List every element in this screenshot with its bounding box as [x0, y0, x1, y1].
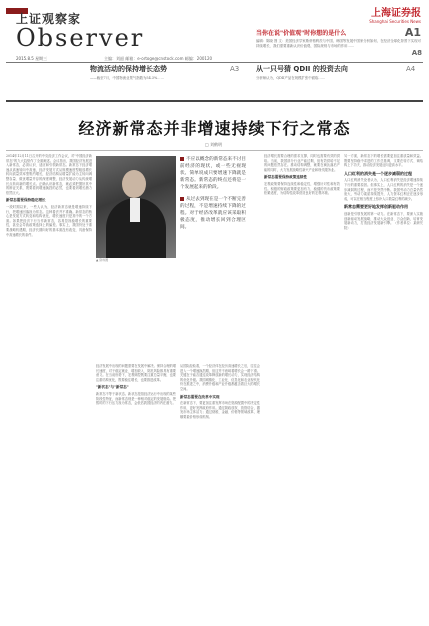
column-text: 宏观政策要保持连续性和稳定性，增强针对性和有效性。积极的财政政策要更加有力，稳健的货币政策要松紧适度，为结构性改革营造良好的宏观环境。: [264, 181, 340, 196]
column-subheading: 新常态需要在改革中实现: [180, 394, 220, 399]
divider: [6, 62, 423, 63]
article-column-3: [180, 364, 260, 620]
article-column-4: [264, 154, 340, 620]
top-teaser-body: 编辑：陈晓 图 文：美国经济学家斯蒂格利茨与中国、韩国等发展中国家分析如何、在经济全球化背景下实现可持续增长，我们需要重新认识价值观、国际规则与市场的作用……: [256, 39, 421, 48]
pull-quote-text: 不应以概念的新常态来不讨目前经济的现状，或一些无视现状、简单说成只要增速下降就是新常态。新常态的终点还将是一个发展起来的阶段。: [180, 157, 246, 190]
article-column-2: [96, 364, 176, 620]
photo-caption: ▲ 资料图: [96, 258, 109, 262]
pull-quote: [180, 156, 246, 191]
top-teaser-page: A8: [411, 49, 422, 57]
teaser-strip-page: A4: [406, 65, 416, 73]
teaser-strip-title: 物流活动的保持增长态势: [90, 65, 167, 73]
teaser-strip-2[interactable]: [256, 64, 422, 98]
section-title-cn: 上证观察家: [16, 12, 82, 26]
newspaper-logo: 上海证券报: [371, 8, 421, 19]
column-text: 另一方面，新常态下的增长需要更加注重质量和效益。既要坚持稳中求进的工作总基调，又要在转方式、调结构上下功夫，推动经济发展迈向更高水平。: [344, 154, 423, 168]
teaser-strip-body: 分析师认为，QDII产品在规模扩张中面临……: [256, 76, 326, 80]
pull-quotes: [176, 156, 246, 356]
column-text: 新常态不等于新状态。新状态是指经济运行中出现的某些阶段性特征，而新常态则是一种相对稳定的发展格局。把暂时的下行压力视为常态，会低估我国经济的内在潜力。: [96, 391, 176, 406]
column-text: 经济发展中出现的问题需要在发展中解决。保持合理的增长速度，对于稳定就业、增加收入、防范风险都具有重要意义。在当前形势下，宏观调控既要注重总量平衡，也要注重结构优化，既要稳住增长，也要推进改革。: [96, 364, 176, 382]
bullet-icon: [180, 197, 184, 201]
column-subheading: 新常态需要更好地发挥创新驱动作用: [344, 204, 408, 210]
column-text: 人口红利消失论者认为，人口红利消失是经济增速持续下行的重要原因。但事实上，人口红利的消失是一个逐步减弱的过程，而不是突然中断。我国劳动力总量仍然庞大，劳动力素质持续提升，人力资本红利正在逐步形成，可以在相当程度上弥补人口数量红利的减少。: [344, 178, 423, 201]
divider: [6, 150, 423, 151]
teaser-strip-1[interactable]: [90, 64, 245, 98]
column-subheading: 新常态需要保持稳定增长: [6, 198, 46, 203]
section-title-en: Observer: [16, 24, 145, 52]
column-text: 从国际经验看，一个经济体在经历高速增长之后，往往会进入一个增速换挡期，但这并不意味着增长会一路下滑。关键在于能否通过改革释放新的增长动力，实现经济结构的优化升级。我国城镇化、工业化、信息化和农业现代化仍在推进之中，消费升级和产业升级都蕴含着巨大的增长空间。: [180, 364, 260, 391]
column-text: 经济增长需要合理的需求支撑，同时也需要有效的供给。当前，我国部分行业产能过剩，但有效供给不足的问题依然存在。推动结构调整，就要在淘汰落后产能的同时，大力发展战略性新兴产业和现代服务业。: [264, 154, 340, 172]
teaser-strip-title: 从一只号猜 QDII 的投资去向: [256, 65, 348, 73]
issue-date: 2015.8.5 星期三: [16, 56, 48, 61]
author-photo: [96, 156, 176, 258]
newspaper-name-en: Shanghai Securities News: [369, 19, 421, 24]
article-column-1: [6, 154, 92, 620]
column-text: 在新常态下，要更加注重发挥市场在资源配置中的决定性作用，更好发挥政府作用。通过简政放权、放管结合，激发市场主体活力；通过财税、金融、价格等领域改革，理顺要素价格形成机制。: [180, 401, 260, 419]
top-teaser[interactable]: [256, 28, 422, 57]
column-subheading: 人口红利的消失是一个逐步减弱的过程: [344, 170, 412, 176]
column-text: 一段时期以来，一些人认为，经济新常态就是增速持续下行，把增速回落视为常态。这种看法并不准确。新常态的核心是发展方式转变和结构优化，增长速度只是其中的一个方面。如果把经济下行当作新常态，容易忽视稳增长的重要性，甚至会导致政策选择上的偏差。事实上，我国仍处于重要战略机遇期，经济长期向好的基本面没有改变，具备保持中高速增长的条件。: [6, 204, 92, 237]
byline: □ 刘鹤明: [205, 142, 223, 147]
top-teaser-title: 当你在说"价值观"时你想的是什么: [256, 30, 347, 37]
editor-info: 主编：刘韶 邮箱：e-ortoge@cnstock.com 邮编：200120: [104, 56, 213, 61]
column-text: 2014年12月11日召开的中央经济工作会议，对"中国经济新常态"的九大趋势作了全面阐述。会议指出，我国经济发展进入新常态，必须认识、适应和引领新常态。新常态下经济增速从高速转向中高速，经济发展方式从规模速度型粗放增长转向质量效率型集约增长，经济结构从增量扩能为主转向调整存量、做优增量并存的深度调整，经济发展动力从传统增长点转向新的增长点。正确认识新常态，就必须把握好其中的辩证关系，既要看到增速换挡的必然，也要看到增长潜力依然巨大。: [6, 154, 92, 195]
photo-shirt: [130, 198, 140, 222]
pull-quote: [180, 196, 246, 231]
divider: [6, 100, 423, 102]
column-subheading: "新状态"与"新常态": [96, 385, 129, 390]
teaser-strip-page: A3: [230, 65, 240, 73]
teaser-strip-body: ——截至7月，中国物流业景气指数为54.3%……: [90, 76, 164, 80]
bullet-icon: [180, 157, 184, 161]
article-column-5: [344, 154, 423, 620]
photo-head: [122, 170, 146, 198]
column-text: 创新是引领发展的第一动力。在新常态下，要深入实施创新驱动发展战略，推动大众创业、万众创新，培育发展新动力，打造经济发展新引擎。（作者单位：某研究院）: [344, 211, 423, 230]
page-number: A1: [404, 26, 421, 39]
column-subheading: 新常态需要保持政策连续性: [264, 175, 308, 180]
article-headline: 经济新常态并非增速持续下行之常态: [78, 119, 351, 138]
pull-quote-text: 从过去到现在是一个不断完善的过程，不是增速持续下降的过程。对于经济改革就应该采取积极态度，推动增长回到合理区间。: [180, 197, 246, 230]
